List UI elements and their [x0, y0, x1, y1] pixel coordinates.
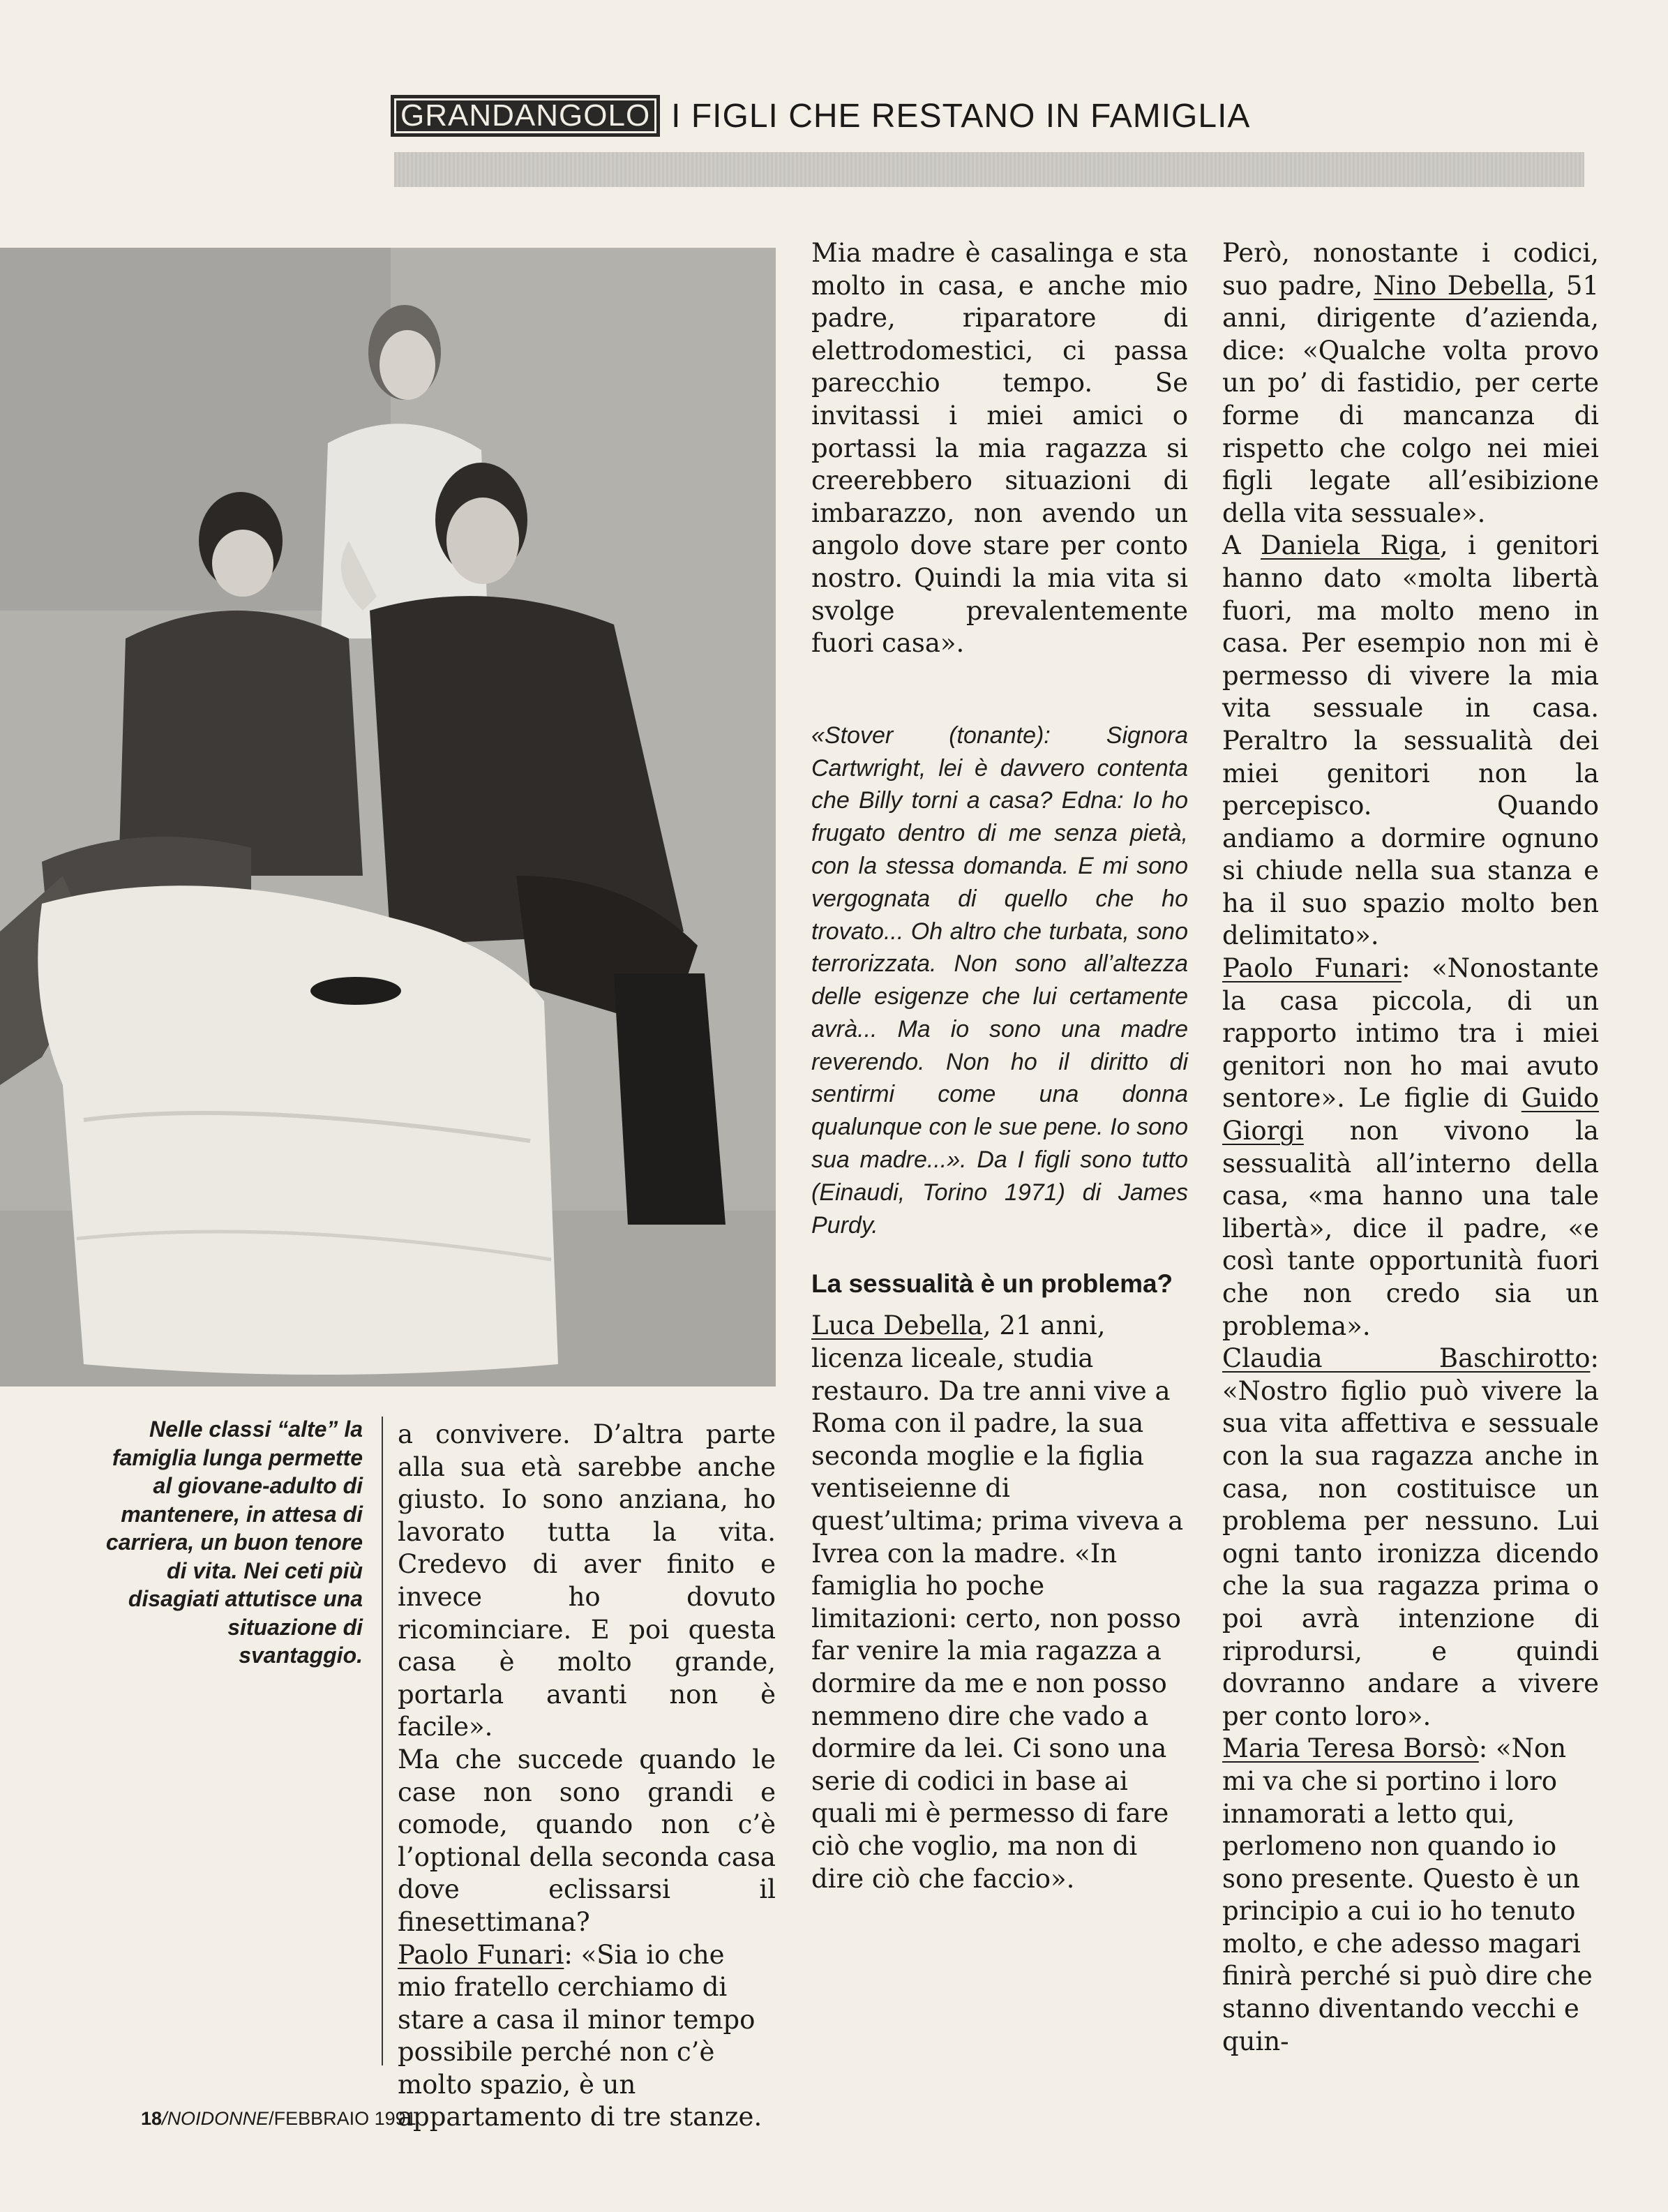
person-name: Guido Giorgi — [1222, 1083, 1599, 1146]
person-name: Nino Debella — [1373, 270, 1547, 301]
col3-text: : «Nostro figlio può vivere la sua vita affettiva e sessuale con la sua ragazza anche in casa, non costituisce un problema per nessuno. Lui ogni tanto ironizza dicendo che la sua ragazza prima o poi avrà intenzione di riprodursi, e quindi dovranno andare a vivere per conto loro». — [1222, 1343, 1599, 1731]
photograph-family — [0, 248, 776, 1387]
col3-text: , 51 anni, dirigente d’azienda, dice: «Qualche volta provo un po’ di fastidio, per certe forme di mancanza di rispetto che colgo nei miei figli legate all’esibizione della vita sessuale». — [1222, 270, 1600, 528]
magazine-name: NOIDONNE — [167, 2108, 269, 2129]
col3-paragraph-5 — [1222, 1733, 1599, 2058]
photo-caption: Nelle classi “alte” la famiglia lunga permette al giovane-adulto di mantenere, in attesa di carriera, un buon tenore di vita. Nei ceti più disagiati attutisce una situazione di svantaggio. — [105, 1417, 363, 1668]
person-name: Daniela Riga — [1261, 530, 1440, 561]
photo-illustration — [0, 248, 776, 1387]
col3-paragraph-4 — [1222, 1343, 1599, 1733]
col3-text: : «Non mi va che si portino i loro innamorati a letto qui, perlomeno non quando io sono presente. Questo è un principio a cui io ho tenuto molto, e che adesso magari finirà perché si può dire che stanno diventando vecchi e quin- — [1222, 1733, 1593, 2056]
col3-paragraph-3 — [1222, 952, 1599, 1343]
page-number: 18 — [141, 2108, 163, 2129]
column-1 — [398, 1419, 776, 2134]
person-name: Paolo Funari — [398, 1939, 564, 1970]
person-name: Claudia Baschirotto — [1222, 1343, 1591, 1374]
col2-paragraph-2 — [811, 1310, 1188, 1895]
col1-paragraph-1: a convivere. D’altra parte alla sua età sarebbe anche giusto. Io sono anziana, ho lavorato tutta la vita. Credevo di aver finito e invece ho dovuto ricominciare. E poi questa casa è molto grande, portarla avanti non è facile». — [398, 1419, 776, 1742]
col1-paragraph-2: Ma che succede quando le case non sono grandi e comode, quando non c’è l’optional della seconda casa dove eclissarsi il finesettimana? — [398, 1744, 776, 1937]
col3-text: A — [1222, 530, 1261, 561]
column-2 — [811, 237, 1188, 1895]
book-quote: «Stover (tonante): Signora Cartwright, lei è davvero contenta che Billy torni a casa? Edna: Io ho frugato dentro di me senza pietà, con la stessa domanda. E mi sono vergognata di quello che ho trovato... Oh altro che turbata, sono terrorizzata. Non sono all’altezza delle esigenze che lui certamente avrà... Ma io sono una madre reverendo. Non ho il diritto di sentirmi come una donna qualunque con le sue pene. Io sono sua madre...». Da I figli sono tutto (Einaudi, Torino 1971) di James Purdy. — [811, 722, 1188, 1239]
col1-paragraph-3-text: : «Sia io che mio fratello cerchiamo di stare a casa il minor tempo possibile perché non c’è molto spazio, è un appartamento di tre stanze. — [398, 1939, 762, 2132]
col3-text: , i genitori hanno dato «molta libertà fuori, ma molto meno in casa. Per esempio non mi è permesso di vivere la mia vita sessuale in casa. Peraltro la sessualità dei miei genitori non la percepisco. Quando andiamo a dormire ognuno si chiude nella sua stanza e ha il suo spazio molto ben delimitato». — [1222, 530, 1600, 951]
issue-date: /FEBBRAIO 1991 — [269, 2108, 416, 2129]
col3-text: Però, nonostante i codici, suo padre, — [1222, 238, 1599, 301]
section-tag: GRANDANGOLO — [391, 95, 660, 137]
column-rule — [382, 1417, 383, 2065]
col3-text: : «Nonostante la casa piccola, di un rapporto intimo tra i miei genitori non ho mai avuto sentore». Le figlie di — [1222, 953, 1599, 1114]
person-name: Paolo Funari — [1222, 953, 1402, 984]
col2-paragraph-2-text: , 21 anni, licenza liceale, studia restauro. Da tre anni vive a Roma con il padre, la sua seconda moglie e la figlia ventiseienne di quest’ultima; prima viveva a Ivrea con la madre. «In famiglia ho poche limitazioni: certo, non posso far venire la mia ragazza a dormire da me e non posso nemmeno dire che vado a dormire da lei. Ci sono una serie di codici in base ai quali mi è permesso di fare ciò che voglio, ma non di dire ciò che faccio». — [811, 1310, 1184, 1894]
person-name: Maria Teresa Borsò — [1222, 1733, 1479, 1764]
page-footer: 18/NOIDONNE/FEBBRAIO 1991 — [141, 2108, 416, 2129]
col3-paragraph-2 — [1222, 530, 1599, 952]
header-band — [394, 152, 1584, 187]
column-3 — [1222, 237, 1599, 2058]
section-subhead: La sessualità è un problema? — [811, 1269, 1173, 1299]
spacer — [811, 1300, 1188, 1310]
spacer — [811, 1241, 1188, 1268]
col3-paragraph-1 — [1222, 237, 1599, 530]
page-header — [391, 95, 1250, 137]
col1-paragraph-3 — [398, 1939, 776, 2135]
article-title: I FIGLI CHE RESTANO IN FAMIGLIA — [671, 97, 1251, 135]
col2-paragraph-1: Mia madre è casalinga e sta molto in casa, e anche mio padre, riparatore di elettrodomestici, ci passa parecchio tempo. Se invitassi i miei amici o portassi la mia ragazza si creerebbero situazioni di imbarazzo, non avendo un angolo dove stare per conto nostro. Quindi la mia vita si svolge prevalentemente fuori casa». — [811, 238, 1188, 659]
spacer — [811, 660, 1188, 719]
col3-text: non vivono la sessualità all’interno della casa, «ma hanno una tale libertà», dice il padre, «e così tante opportunità fuori che non credo sia un problema». — [1222, 1116, 1599, 1341]
person-name: Luca Debella — [811, 1310, 983, 1341]
